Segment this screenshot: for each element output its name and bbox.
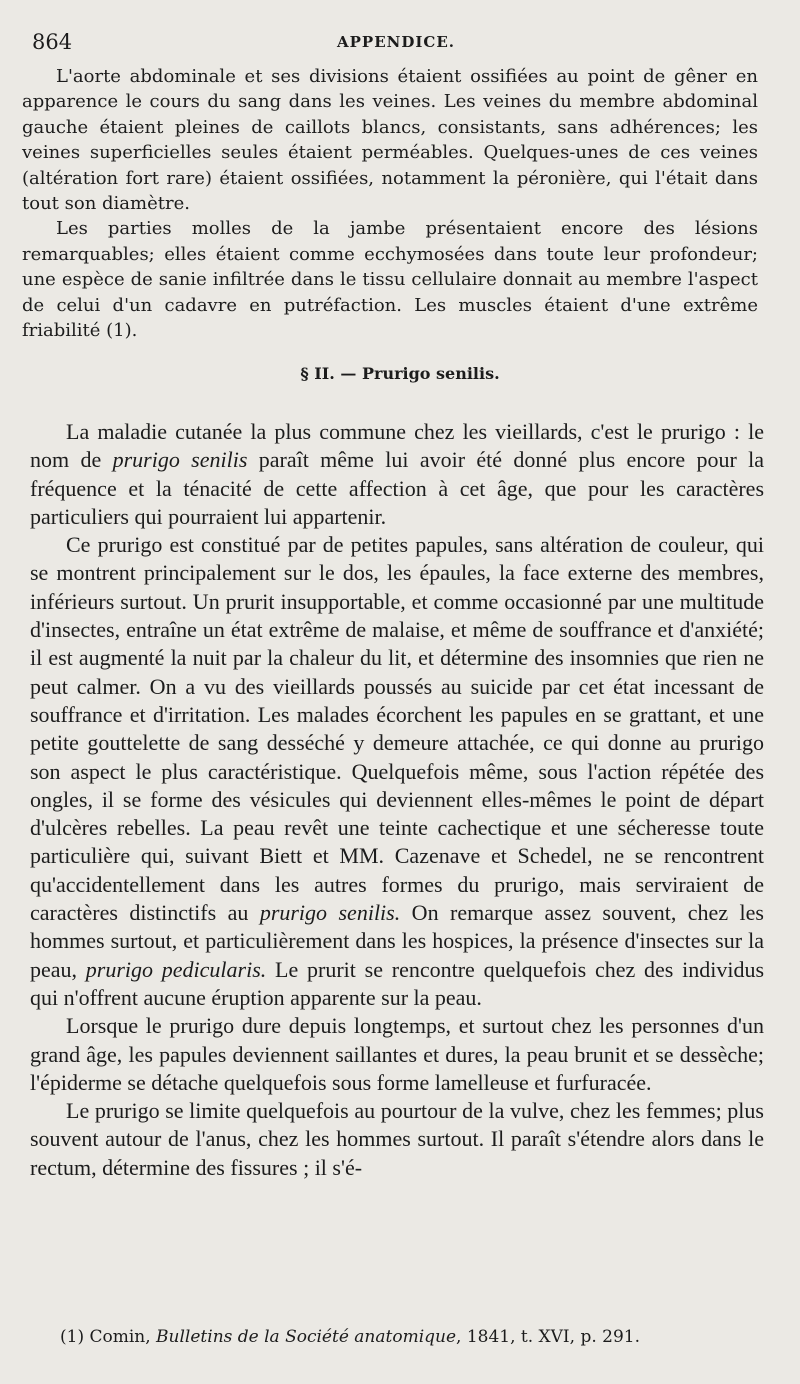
main-text — [30, 418, 764, 1182]
footnote-marker: (1) — [60, 1327, 90, 1347]
paragraph: Le prurigo se limite quelquefois au pourtour de la vulve, chez les femmes; plus souvent autour de l'anus, chez les hommes surtout. Il paraît s'étendre alors dans le rectum, détermine des fissures ; il s'é- — [30, 1098, 764, 1180]
footnote-source: Bulletins de la Société anatomique — [156, 1327, 457, 1347]
text-run: paraît même lui avoir été donné plus encore pour la fréquence et la ténacité de cette affection à cet âge, que pour les caractères particuliers qui pourraient lui appartenir. — [30, 447, 764, 529]
italic-term: prurigo senilis. — [259, 900, 401, 926]
paragraph: Les parties molles de la jambe présentaient encore des lésions remarquables; elles étaient comme ecchymosées dans toute leur profondeur; une espèce de sanie infiltrée dans le tissu cellulaire donnait au membre l'aspect de celui d'un cadavre en putréfaction. Les muscles étaient d'une extrême friabilité (1). — [22, 218, 758, 342]
footnote — [60, 1327, 760, 1347]
footnote-author: Comin, — [89, 1327, 157, 1347]
text-run: On remarque assez souvent, chez les hommes surtout, et particulièrement dans les hospices, la présence d'insectes sur la peau, — [30, 900, 764, 982]
paragraph: L'aorte abdominale et ses divisions étaient ossifiées au point de gêner en apparence le cours du sang dans les veines. Les veines du membre abdominal gauche étaient pleines de caillots blancs, consistants, sans adhérences; les veines superficielles seules étaient perméables. Quelques-unes de ces veines (altération fort rare) étaient ossifiées, notamment la péronière, qui l'était dans tout son diamètre. — [22, 66, 758, 215]
paragraph: Lorsque le prurigo dure depuis longtemps, et surtout chez les personnes d'un grand âge, les papules deviennent saillantes et dures, la peau brunit et se dessèche; l'épiderme se détache quelquefois sous forme lamelleuse et furfuracée. — [30, 1013, 764, 1095]
text-run: La maladie cutanée la plus commune chez les vieillards, c'est le prurigo : le nom de — [30, 419, 764, 473]
page-header — [32, 30, 760, 56]
italic-term: prurigo pedicularis. — [85, 956, 267, 982]
text-run: Le prurit se rencontre quelquefois chez des individus qui n'offrent aucune éruption apparente sur la peau. — [30, 956, 765, 1010]
case-report-text — [22, 64, 758, 343]
running-title: APPENDICE. — [337, 33, 455, 51]
page-number: 864 — [32, 30, 73, 54]
section-heading: § II. — Prurigo senilis. — [300, 364, 500, 383]
paragraph — [30, 531, 764, 1012]
text-run: Ce prurigo est constitué par de petites papules, sans altération de couleur, qui se montrent principalement sur le dos, les épaules, la face externe des membres, inférieurs surtout. Un prurit insupportable, et comme occasionné par une multitude d'insectes, entraîne un état extrême de malaise, et même de souffrance et d'anxiété; il est augmenté la nuit par la chaleur du lit, et détermine des insomnies que rien ne peut calmer. On a vu des vieillards poussés au suicide par cet état incessant de souffrance et d'irritation. Les malades écorchent les papules en se grattant, et une petite gouttelette de sang desséché y demeure attachée, ce qui donne au prurigo son aspect le plus caractéristique. Quelquefois même, sous l'action répétée des ongles, il se forme des vésicules qui deviennent elles-mêmes le point de départ d'ulcères rebelles. La peau revêt une teinte cachectique et une sécheresse toute particulière qui, suivant Biett et MM. Cazenave et Schedel, ne se rencontrent qu'accidentellement dans les autres formes du prurigo, mais serviraient de caractères distinctifs au — [30, 532, 764, 926]
paragraph — [30, 418, 764, 531]
footnote-reference: , 1841, t. XVI, p. 291. — [456, 1327, 640, 1347]
italic-term: prurigo senilis — [112, 447, 248, 473]
